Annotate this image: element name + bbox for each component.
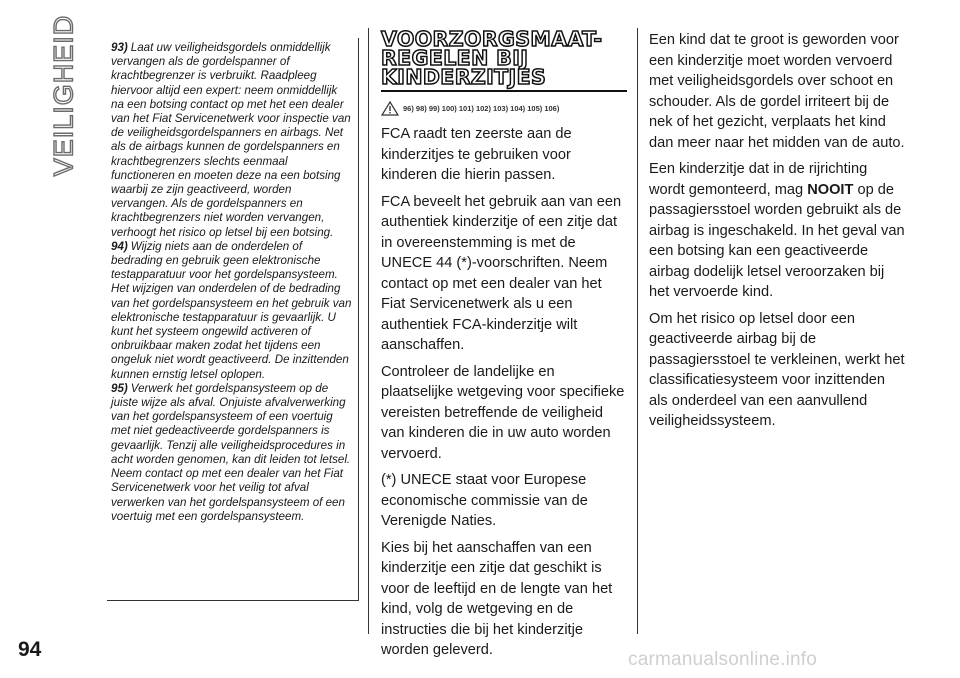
paragraph: Kies bij het aanschaffen van een kinderzitje een zitje dat geschikt is voor de leeftijd en de lengte van het kind, volg de wetgeving en de instructies die bij het kinderzitje worden geleverd.: [381, 539, 613, 658]
column-divider: [368, 28, 369, 634]
paragraph: (*) UNECE staat voor Europese economische commissie van de Verenigde Naties.: [381, 472, 588, 529]
warnings-box: [107, 38, 359, 601]
column-divider: [637, 28, 638, 634]
paragraph: [649, 159, 905, 303]
section-label: VEILIGHEID: [48, 14, 79, 176]
warning-item: [111, 382, 352, 524]
warning-refs-text: 96) 98) 99) 100) 101) 102) 103) 104) 105) 106): [403, 104, 560, 113]
paragraph: FCA raadt ten zeerste aan de kinderzitjes te gebruiken voor kinderen die hierin passen.: [381, 126, 572, 183]
warning-references: [381, 101, 627, 116]
watermark: carmanualsonline.info: [628, 649, 818, 670]
paragraph: FCA beveelt het gebruik aan van een authentiek kinderzitje of een zitje dat in overeenstemming is met de UNECE 44 (*)-voorschriften. Neem contact op met een dealer van het Fiat Servicenetwerk als u een authentiek FCA-kinderzitje wilt aanschaffen.: [381, 193, 622, 353]
warning-item: [111, 240, 352, 382]
paragraph: Om het risico op letsel door een geactiveerde airbag bij de passagiersstoel te verkleinen, werkt het classificatiesysteem voor inzittenden als onderdeel van een aanvullend veiligheidssysteem.: [649, 310, 905, 429]
heading-rule: [381, 90, 627, 92]
page-number: 94: [18, 638, 42, 661]
paragraph-text: op de passagiersstoel worden gebruikt als de airbag is ingeschakeld. In het geval van een botsing kan een geactiveerde airbag dodelijk letsel veroorzaken bij het vervoerde kind.: [649, 181, 905, 300]
warning-text: Laat uw veiligheidsgordels onmiddellijk vervangen als de gordelspanner of krachtbegrenzer is verbruikt. Raadpleeg hiervoor altijd een expert: neem onmiddellijk na een botsing contact op met het een dealer van het Fiat Servicenetwerk voor inspectie van de veiligheidsgordelspanners en airbags. Net als de airbags kunnen de gordelspanners en krachtbegrenzers slechts eenmaal functioneren en moeten deze na een botsing waarbij ze zijn geactiveerd, worden vervangen. Als de gordelspanners en krachtbegrenzers niet worden vervangen, verhoogt het risico op letsel bij een botsing.: [111, 41, 351, 239]
warning-text: Wijzig niets aan de onderdelen of bedrading en gebruik geen elektronische testapparatuur voor het gordelspansysteem. Het wijzigen van onderdelen of de bedrading van het gordelspansysteem en het gebruik van elektronische testapparatuur is gevaarlijk. U kunt het systeem ongewild activeren of onbruikbaar maken zodat het tijdens een ongeluk niet wordt geactiveerd. De inzittenden kunnen ernstig letsel oplopen.: [111, 239, 352, 381]
warning-number: 95): [111, 381, 128, 395]
right-column: [649, 30, 905, 438]
section-heading: VOORZORGSMAAT- REGELEN BIJ KINDERZITJES: [381, 27, 603, 89]
warning-triangle-icon: [381, 101, 399, 116]
warning-item: [111, 41, 352, 240]
section-tab: [44, 14, 84, 176]
warning-number: 94): [111, 239, 128, 253]
middle-column: [381, 27, 627, 667]
paragraph: Een kind dat te groot is geworden voor een kinderzitje moet worden vervoerd met veiligheidsgordels over schoot en schouder. Als de gordel irriteert bij de nek of het gezicht, verplaats het kind dan meer naar het midden van de auto.: [649, 32, 905, 151]
warning-text: Verwerk het gordelspansysteem op de juiste wijze als afval. Onjuiste afvalverwerking van het gordelspansysteem of een voertuig met niet gedeactiveerde gordelspanners is gevaarlijk. Tenzij alle veiligheidsprocedures in acht worden genomen, kan dit leiden tot letsel. Neem contact op met een dealer van het Fiat Servicenetwerk voor het veilig tot afval verwerken van het gordelspansysteem of een voertuig met een gordelspansysteem.: [111, 381, 351, 523]
paragraph: Controleer de landelijke en plaatselijke wetgeving voor specifieke vereisten betreffende de veiligheid van kinderen die in uw auto worden vervoerd.: [381, 363, 625, 462]
emphasis-never: NOOIT: [807, 181, 854, 198]
warning-number: 93): [111, 41, 128, 54]
paragraph-text: Een kinderzitje dat in de rijrichting wordt gemonteerd, mag: [649, 161, 868, 198]
